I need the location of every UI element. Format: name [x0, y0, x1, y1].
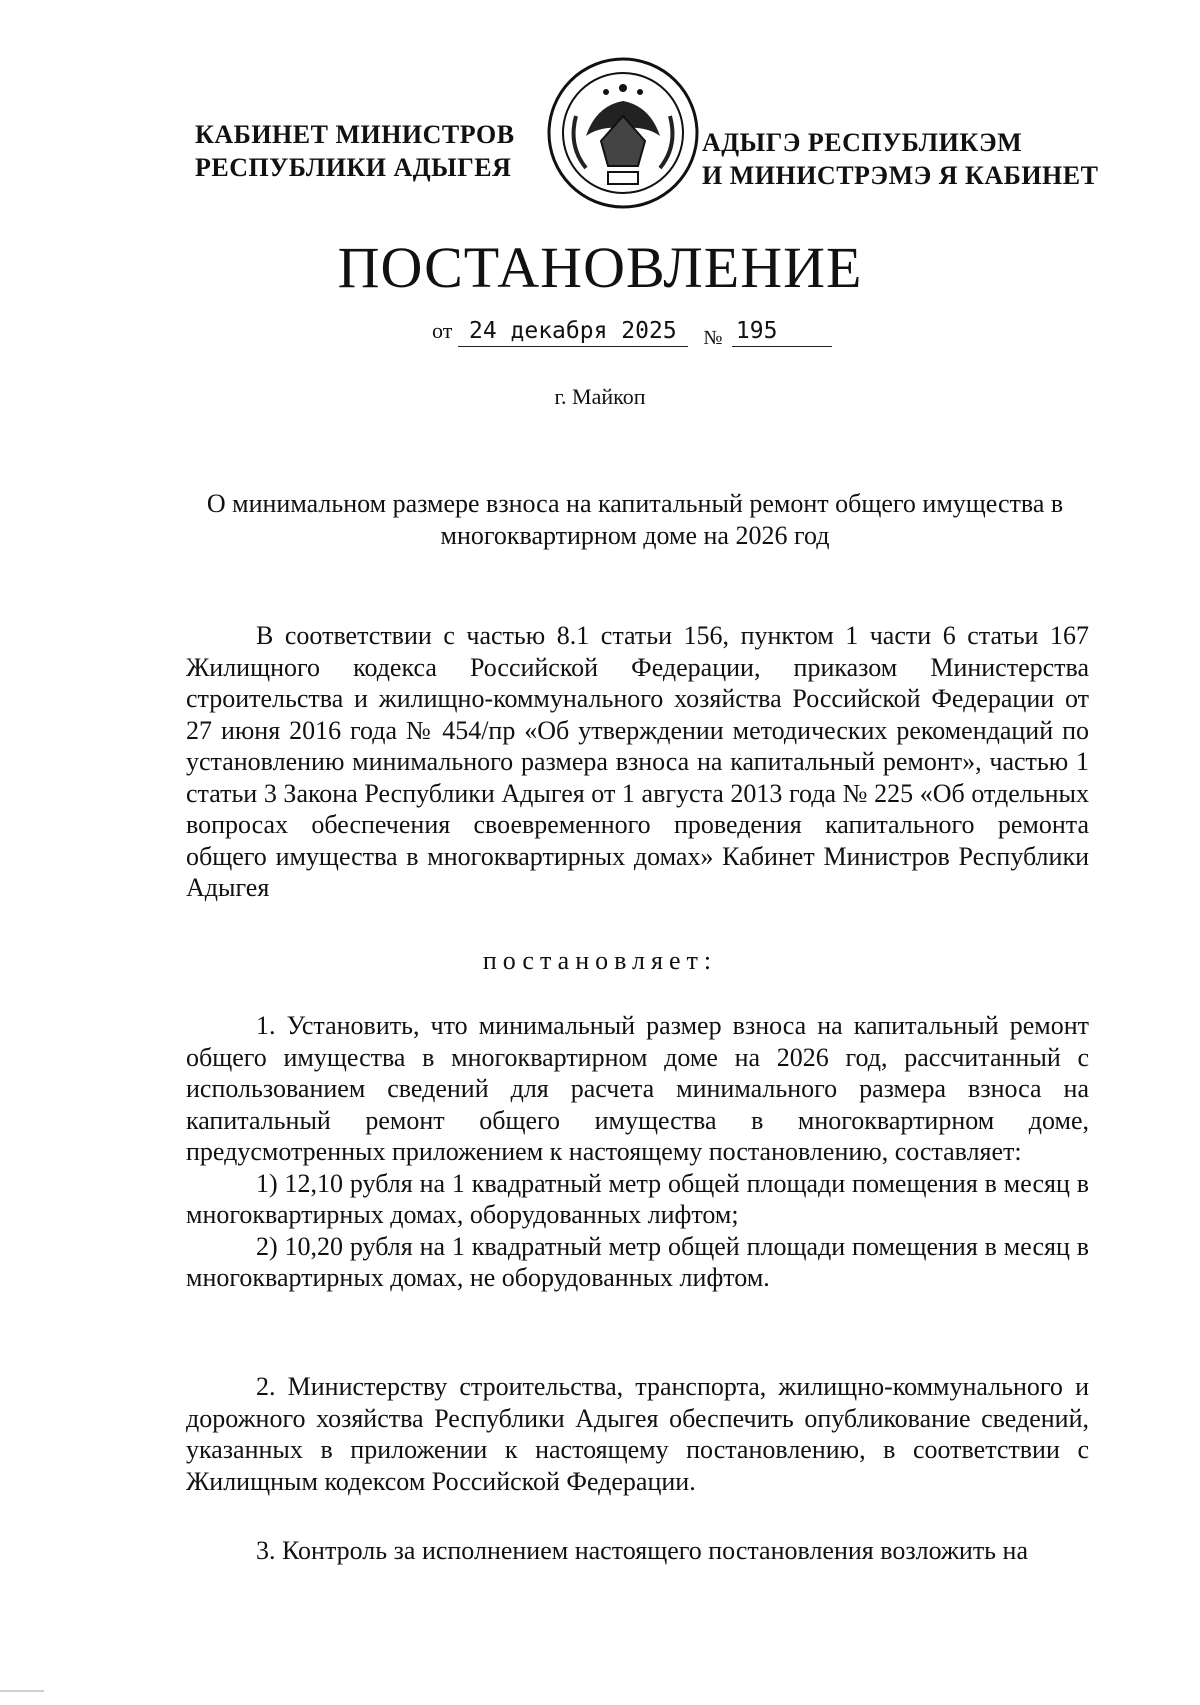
document-city: г. Майкоп	[554, 384, 646, 409]
issuer-line-1: КАБИНЕТ МИНИСТРОВ	[195, 120, 515, 149]
document-subject: О минимальном размере взноса на капитальный ремонт общего имущества в многоквартирном доме на 2026 год	[206, 489, 1064, 550]
resolves-word: постановляет:	[482, 946, 718, 975]
document-title: ПОСТАНОВЛЕНИЕ	[337, 235, 863, 300]
date-number-line	[432, 318, 832, 347]
item-3: 3. Контроль за исполнением настоящего постановления возложить на	[256, 1536, 1028, 1565]
number-sign: №	[703, 327, 723, 349]
document-number: 195	[732, 318, 832, 347]
scan-mark	[0, 1690, 44, 1692]
issuer-adyghe-line-2: И МИНИСТРЭМЭ Я КАБИНЕТ	[702, 161, 1099, 190]
issuer-line-2: РЕСПУБЛИКИ АДЫГЕЯ	[195, 153, 512, 182]
item-1-sub-1: 1) 12,10 рубля на 1 квадратный метр общей площади помещения в месяц в многоквартирных домах, оборудованных лифтом;	[186, 1168, 1089, 1229]
document-date: 24 декабря 2025	[458, 318, 688, 347]
issuer-name-russian	[195, 118, 515, 184]
item-1-text: 1. Установить, что минимальный размер взноса на капитальный ремонт общего имущества в многоквартирном доме на 2026 год, рассчитанный с использованием сведений для расчета минимального размера взноса на капитальный ремонт общего имущества в многоквартирном доме, предусмотренных приложением к настоящему постановлению, составляет:	[186, 1011, 1089, 1166]
coat-of-arms-emblem-icon	[546, 56, 700, 210]
intro-paragraph: В соответствии с частью 8.1 статьи 156, пунктом 1 части 6 статьи 167 Жилищного кодекса Российской Федерации, приказом Министерства строительства и жилищно-коммунального хозяйства Российской Федерации от 27 июня 2016 года № 454/пр «Об утверждении методических рекомендаций по установлению минимального размера взноса на капитальный ремонт», частью 1 статьи 3 Закона Республики Адыгея от 1 августа 2013 года № 225 «Об отдельных вопросах обеспечения своевременного проведения капитального ремонта общего имущества в многоквартирных домах» Кабинет Министров Республики Адыгея	[186, 621, 1089, 902]
issuer-adyghe-line-1: АДЫГЭ РЕСПУБЛИКЭМ	[702, 128, 1023, 157]
issuer-name-adyghe	[702, 126, 1098, 192]
item-1	[186, 1010, 1089, 1294]
date-prefix: от	[432, 318, 453, 343]
item-2: 2. Министерству строительства, транспорта, жилищно-коммунального и дорожного хозяйства Республики Адыгея обеспечить опубликование сведений, указанных в приложении к настоящему постановлению, в соответствии с Жилищным кодексом Российской Федерации.	[186, 1372, 1089, 1496]
item-1-sub-2: 2) 10,20 рубля на 1 квадратный метр общей площади помещения в месяц в многоквартирных домах, не оборудованных лифтом.	[186, 1231, 1089, 1292]
